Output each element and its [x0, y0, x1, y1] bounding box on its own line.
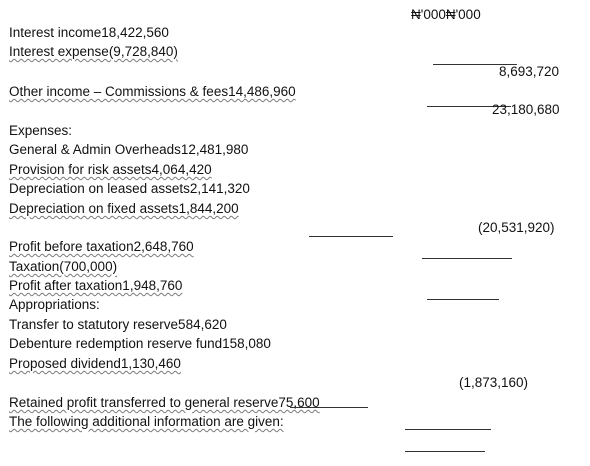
total-appropriations: (1,873,160): [459, 375, 529, 390]
final-rule-bottom: [405, 451, 485, 452]
expenses-heading: Expenses:: [9, 123, 73, 138]
statutory-reserve-line: Transfer to statutory reserve584,620: [9, 317, 227, 332]
retained-profit-rule: [290, 407, 368, 408]
taxation-line: Taxation(700,000): [9, 259, 118, 274]
appropriations-heading: Appropriations:: [9, 297, 100, 312]
depreciation-leased-line: Depreciation on leased assets2,141,320: [9, 181, 250, 196]
depreciation-fixed-line: Depreciation on fixed assets1,844,200: [9, 201, 239, 216]
other-income-line: Other income – Commissions & fees14,486,960: [9, 84, 296, 99]
interest-income-line: Interest income18,422,560: [9, 25, 169, 40]
admin-overheads-line: General & Admin Overheads12,481,980: [9, 142, 249, 157]
profit-before-tax-line: Profit before taxation2,648,760: [9, 239, 194, 254]
profit-after-tax-rule: [427, 299, 499, 300]
currency-column-header: ₦'000₦'000: [411, 7, 481, 22]
debenture-fund-line: Debenture redemption reserve fund158,080: [9, 336, 271, 351]
profit-after-tax-line: Profit after taxation1,948,760: [9, 278, 183, 293]
total-expenses: (20,531,920): [478, 220, 555, 235]
provision-line: Provision for risk assets4,064,420: [9, 162, 212, 177]
retained-profit-line: Retained profit transferred to general reserve75,600: [9, 395, 320, 410]
net-interest-total: 8,693,720: [499, 64, 560, 79]
expenses-subtotal-rule: [309, 236, 393, 237]
additional-info-line: The following additional information are given:: [9, 414, 284, 429]
operating-income-total: 23,180,680: [492, 102, 560, 117]
final-rule-top: [405, 429, 491, 430]
profit-before-tax-rule: [422, 258, 512, 259]
interest-expense-line: Interest expense(9,728,840): [9, 44, 178, 59]
proposed-dividend-line: Proposed dividend1,130,460: [9, 356, 181, 371]
